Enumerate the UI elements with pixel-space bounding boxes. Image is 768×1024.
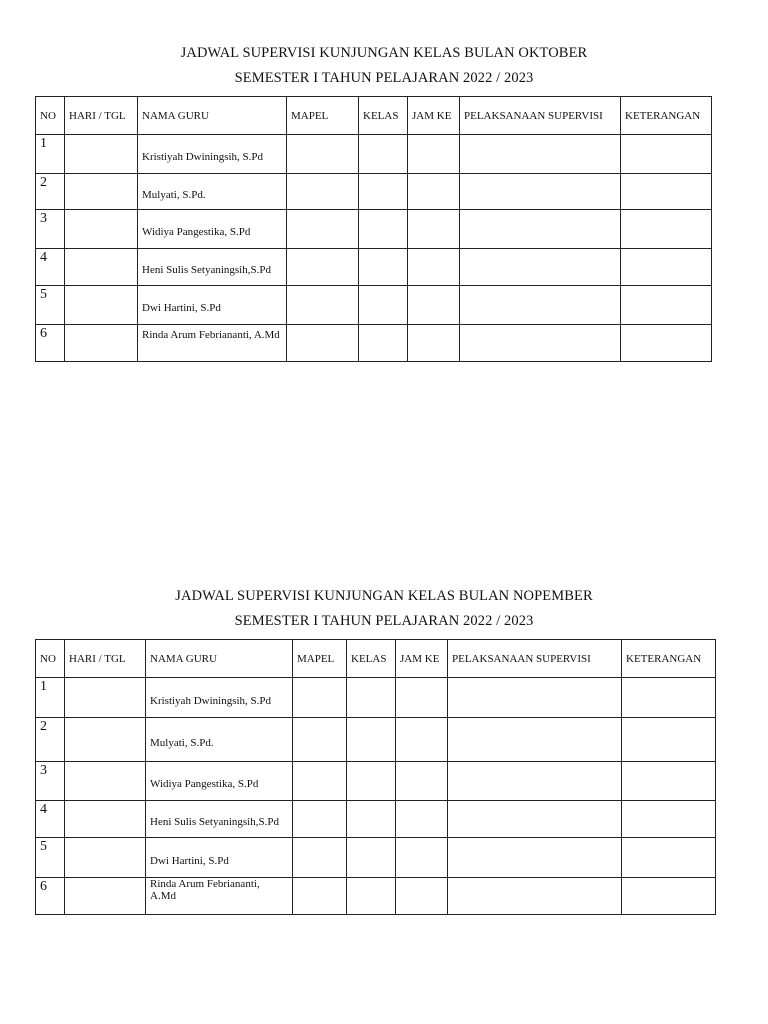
table-row: [36, 249, 712, 286]
row-no: 3: [36, 210, 65, 249]
cell-jam: [408, 135, 460, 174]
row-no: 4: [36, 249, 65, 286]
cell-kelas: [347, 838, 396, 878]
cell-hari: [65, 249, 138, 286]
cell-kelas: [347, 678, 396, 718]
row-nama-guru: Widiya Pangestika, S.Pd: [138, 210, 287, 249]
cell-hari: [65, 678, 146, 718]
cell-pelaksanaan: [448, 718, 622, 762]
table-header-row: [36, 97, 712, 135]
row-no: 1: [36, 678, 65, 718]
cell-hari: [65, 762, 146, 801]
header-hari: HARI / TGL: [65, 640, 146, 678]
row-nama-guru: Heni Sulis Setyaningsih,S.Pd: [146, 801, 293, 838]
cell-keterangan: [622, 801, 716, 838]
cell-kelas: [359, 174, 408, 210]
row-no: 5: [36, 286, 65, 325]
cell-jam: [396, 838, 448, 878]
cell-hari: [65, 286, 138, 325]
cell-mapel: [287, 210, 359, 249]
cell-pelaksanaan: [448, 762, 622, 801]
cell-keterangan: [621, 286, 712, 325]
cell-hari: [65, 878, 146, 915]
header-pelaksanaan: PELAKSANAAN SUPERVISI: [448, 640, 622, 678]
cell-pelaksanaan: [460, 249, 621, 286]
cell-kelas: [347, 718, 396, 762]
row-nama-guru: Kristiyah Dwiningsih, S.Pd: [146, 678, 293, 718]
header-nama: NAMA GURU: [138, 97, 287, 135]
header-mapel: MAPEL: [293, 640, 347, 678]
cell-keterangan: [622, 762, 716, 801]
table-row: [36, 678, 716, 718]
header-mapel: MAPEL: [287, 97, 359, 135]
cell-kelas: [347, 801, 396, 838]
cell-jam: [408, 174, 460, 210]
cell-hari: [65, 174, 138, 210]
cell-keterangan: [621, 325, 712, 362]
cell-keterangan: [622, 678, 716, 718]
header-keterangan: KETERANGAN: [622, 640, 716, 678]
cell-mapel: [293, 838, 347, 878]
row-no: 3: [36, 762, 65, 801]
table-header-row: [36, 640, 716, 678]
row-no: 1: [36, 135, 65, 174]
header-no: NO: [36, 640, 65, 678]
cell-hari: [65, 325, 138, 362]
header-jam: JAM KE: [408, 97, 460, 135]
row-no: 6: [36, 325, 65, 362]
cell-keterangan: [622, 838, 716, 878]
cell-kelas: [359, 325, 408, 362]
cell-pelaksanaan: [460, 210, 621, 249]
cell-jam: [408, 249, 460, 286]
cell-pelaksanaan: [460, 135, 621, 174]
header-jam: JAM KE: [396, 640, 448, 678]
row-no: 2: [36, 718, 65, 762]
row-nama-guru: Rinda Arum Febriananti, A.Md: [146, 878, 293, 915]
cell-hari: [65, 718, 146, 762]
table-row: [36, 286, 712, 325]
table-row: [36, 135, 712, 174]
table-row: [36, 210, 712, 249]
cell-pelaksanaan: [460, 174, 621, 210]
cell-jam: [396, 678, 448, 718]
table-row: [36, 174, 712, 210]
header-nama: NAMA GURU: [146, 640, 293, 678]
row-no: 5: [36, 838, 65, 878]
cell-jam: [408, 325, 460, 362]
cell-pelaksanaan: [448, 878, 622, 915]
row-nama-guru: Kristiyah Dwiningsih, S.Pd: [138, 135, 287, 174]
cell-kelas: [347, 762, 396, 801]
row-nama-guru: Mulyati, S.Pd.: [138, 174, 287, 210]
cell-keterangan: [621, 174, 712, 210]
cell-keterangan: [621, 249, 712, 286]
schedule-title: JADWAL SUPERVISI KUNJUNGAN KELAS BULAN NOPEMBER: [175, 588, 593, 604]
cell-mapel: [287, 174, 359, 210]
row-nama-guru: Rinda Arum Febriananti, A.Md: [138, 325, 287, 362]
cell-mapel: [293, 678, 347, 718]
cell-mapel: [293, 718, 347, 762]
row-nama-guru: Heni Sulis Setyaningsih,S.Pd: [138, 249, 287, 286]
cell-mapel: [287, 249, 359, 286]
header-no: NO: [36, 97, 65, 135]
row-no: 4: [36, 801, 65, 838]
cell-pelaksanaan: [448, 801, 622, 838]
cell-keterangan: [621, 135, 712, 174]
cell-keterangan: [622, 718, 716, 762]
header-keterangan: KETERANGAN: [621, 97, 712, 135]
table-row: [36, 838, 716, 878]
row-nama-guru: Mulyati, S.Pd.: [146, 718, 293, 762]
cell-jam: [396, 718, 448, 762]
cell-pelaksanaan: [448, 838, 622, 878]
header-kelas: KELAS: [359, 97, 408, 135]
cell-keterangan: [622, 878, 716, 915]
table-row: [36, 762, 716, 801]
cell-jam: [408, 210, 460, 249]
cell-kelas: [359, 249, 408, 286]
cell-hari: [65, 838, 146, 878]
cell-mapel: [287, 325, 359, 362]
table-row: [36, 801, 716, 838]
cell-mapel: [293, 762, 347, 801]
header-kelas: KELAS: [347, 640, 396, 678]
cell-mapel: [293, 801, 347, 838]
schedule-title: JADWAL SUPERVISI KUNJUNGAN KELAS BULAN OKTOBER: [180, 45, 588, 61]
row-nama-guru: Dwi Hartini, S.Pd: [146, 838, 293, 878]
cell-mapel: [287, 286, 359, 325]
row-nama-guru: Widiya Pangestika, S.Pd: [146, 762, 293, 801]
cell-kelas: [359, 210, 408, 249]
cell-mapel: [287, 135, 359, 174]
row-no: 2: [36, 174, 65, 210]
cell-hari: [65, 801, 146, 838]
table-row: [36, 325, 712, 362]
cell-hari: [65, 135, 138, 174]
table-row: [36, 878, 716, 915]
cell-jam: [396, 801, 448, 838]
cell-keterangan: [621, 210, 712, 249]
header-pelaksanaan: PELAKSANAAN SUPERVISI: [460, 97, 621, 135]
cell-mapel: [293, 878, 347, 915]
table-row: [36, 718, 716, 762]
cell-pelaksanaan: [460, 325, 621, 362]
header-hari: HARI / TGL: [65, 97, 138, 135]
cell-kelas: [359, 286, 408, 325]
cell-jam: [396, 762, 448, 801]
cell-jam: [396, 878, 448, 915]
row-nama-guru: Dwi Hartini, S.Pd: [138, 286, 287, 325]
schedule-table: [35, 639, 716, 915]
cell-kelas: [359, 135, 408, 174]
cell-pelaksanaan: [460, 286, 621, 325]
cell-pelaksanaan: [448, 678, 622, 718]
row-no: 6: [36, 878, 65, 915]
cell-kelas: [347, 878, 396, 915]
schedule-table: [35, 96, 712, 362]
schedule-subtitle: SEMESTER I TAHUN PELAJARAN 2022 / 2023: [234, 613, 534, 629]
cell-jam: [408, 286, 460, 325]
schedule-subtitle: SEMESTER I TAHUN PELAJARAN 2022 / 2023: [234, 70, 534, 86]
cell-hari: [65, 210, 138, 249]
